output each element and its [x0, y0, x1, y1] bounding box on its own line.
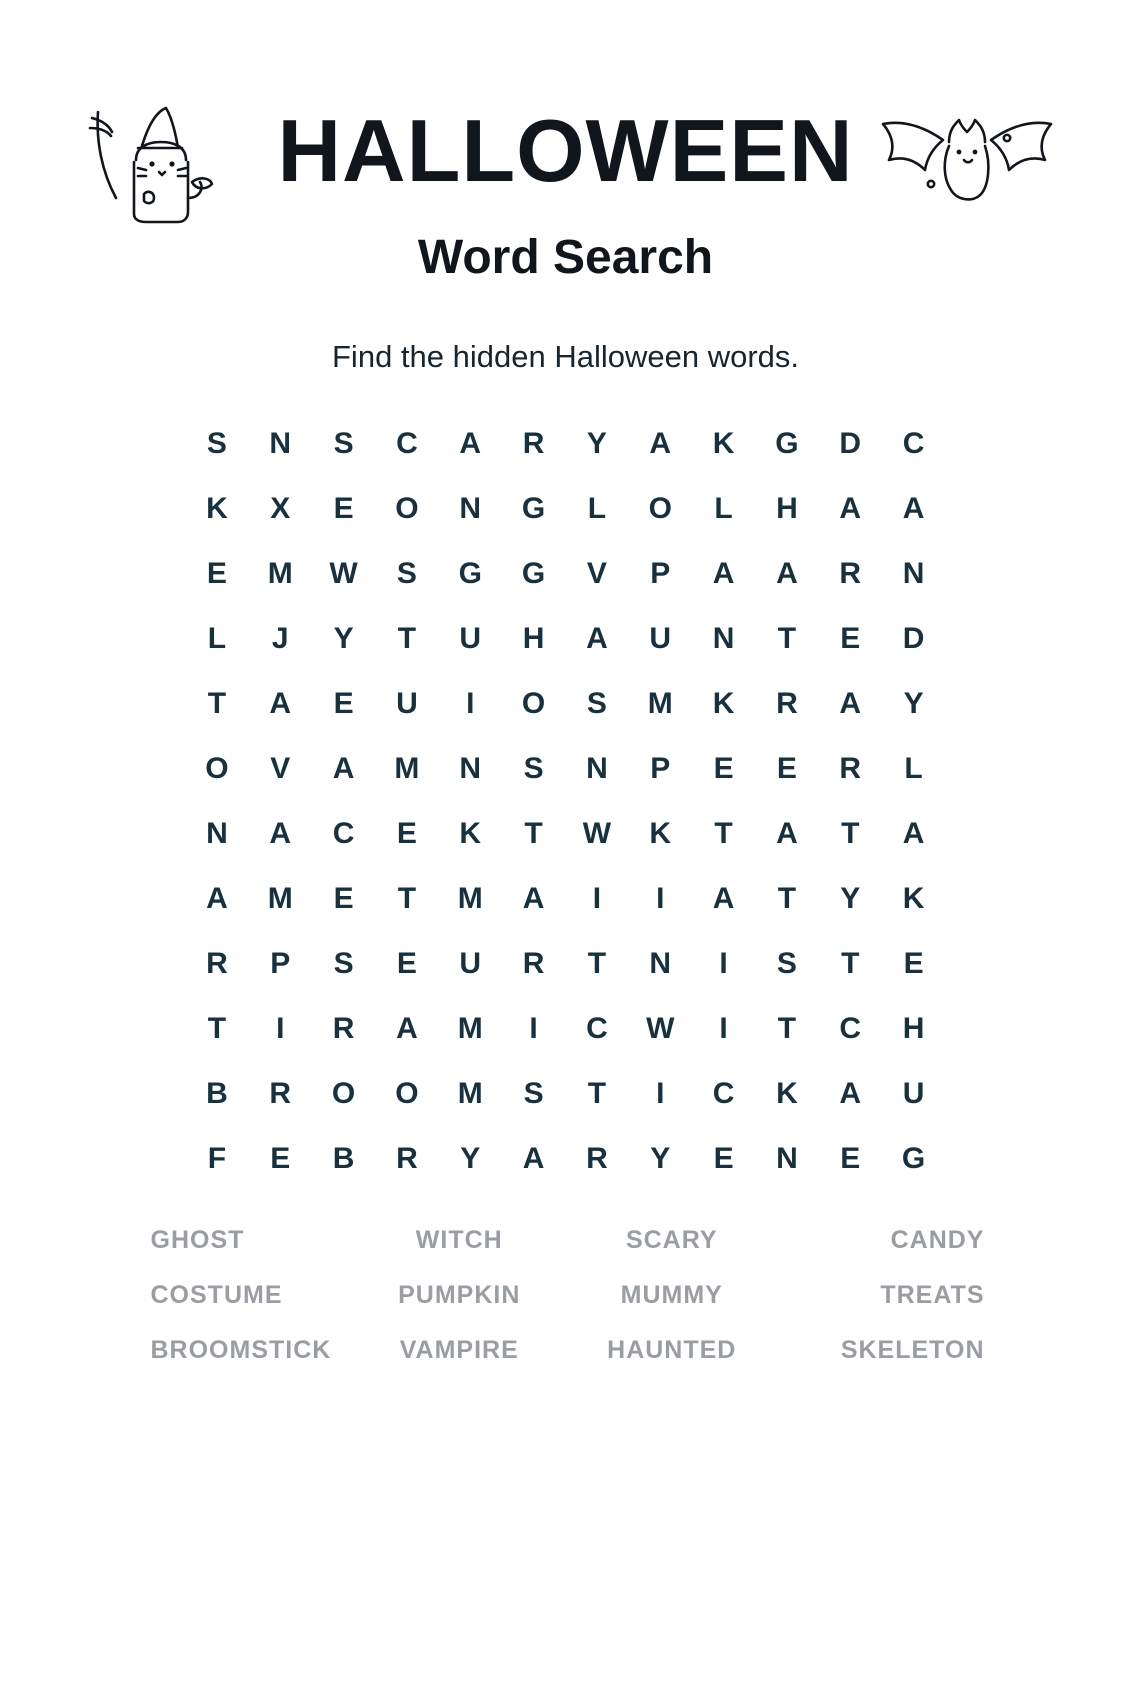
grid-cell: A: [776, 557, 799, 590]
grid-cell: O: [395, 1077, 420, 1110]
grid-cell: R: [839, 752, 862, 785]
grid-cell: E: [840, 622, 861, 655]
grid-cell: A: [459, 427, 482, 460]
grid-cell: T: [841, 817, 860, 850]
word-list-item: WITCH: [415, 1226, 503, 1254]
grid-cell: I: [719, 947, 729, 980]
grid-cell: C: [586, 1012, 609, 1045]
grid-cell: Y: [903, 687, 925, 720]
grid-cell: O: [395, 492, 420, 525]
word-list-item: SKELETON: [840, 1336, 985, 1364]
grid-cell: U: [459, 947, 482, 980]
word-list-item: TREATS: [880, 1281, 985, 1309]
page-subtitle: Word Search: [417, 231, 714, 284]
grid-cell: S: [396, 557, 418, 590]
grid-cell: E: [206, 557, 228, 590]
grid-cell: C: [332, 817, 355, 850]
grid-cell: K: [902, 882, 925, 915]
grid-cell: W: [329, 557, 359, 590]
grid-cell: S: [206, 427, 228, 460]
grid-cell: K: [712, 427, 735, 460]
word-list: [141, 1226, 991, 1365]
grid-cell: N: [902, 557, 925, 590]
worksheet-page: [0, 96, 1131, 1696]
grid-cell: R: [839, 557, 862, 590]
grid-cell: D: [839, 427, 862, 460]
grid-cell: E: [713, 752, 735, 785]
grid-cell: K: [712, 687, 735, 720]
grid-cell: Y: [460, 1142, 481, 1175]
grid-cell: O: [331, 1077, 356, 1110]
grid-cell: C: [712, 1077, 735, 1110]
grid-cell: A: [206, 882, 229, 915]
grid-cell: A: [839, 687, 862, 720]
grid-cell: N: [459, 492, 482, 525]
grid-cell: T: [207, 1012, 227, 1045]
grid-cell: X: [270, 492, 291, 525]
instruction-text: Find the hidden Halloween words.: [332, 339, 799, 374]
grid-cell: M: [457, 882, 484, 915]
grid-cell: E: [396, 817, 418, 850]
grid-cell: C: [902, 427, 925, 460]
grid-cell: G: [775, 427, 800, 460]
grid-cell: K: [649, 817, 672, 850]
grid-cell: I: [656, 882, 665, 915]
grid-cell: L: [207, 622, 227, 655]
grid-cell: E: [333, 687, 355, 720]
grid-cell: M: [457, 1012, 484, 1045]
grid-cell: L: [714, 492, 734, 525]
grid-cell: I: [276, 1012, 285, 1045]
grid-cell: M: [394, 752, 420, 785]
word-list-item: BROOMSTICK: [150, 1336, 332, 1364]
grid-cell: E: [776, 752, 798, 785]
word-list-item: PUMPKIN: [398, 1281, 521, 1309]
grid-cell: S: [776, 947, 798, 980]
grid-cell: M: [267, 882, 294, 915]
grid-cell: B: [206, 1077, 229, 1110]
grid-cell: A: [269, 817, 292, 850]
page-title: HALLOWEEN: [277, 101, 854, 200]
grid-cell: F: [207, 1142, 227, 1175]
grid-cell: R: [586, 1142, 609, 1175]
grid-cell: T: [587, 947, 607, 980]
grid-cell: N: [586, 752, 609, 785]
grid-cell: T: [777, 1012, 797, 1045]
grid-cell: A: [839, 1077, 862, 1110]
grid-cell: Y: [586, 427, 608, 460]
grid-cell: E: [396, 947, 418, 980]
grid-cell: N: [649, 947, 672, 980]
grid-cell: A: [522, 1142, 545, 1175]
grid-cell: I: [529, 1012, 539, 1045]
word-list-item: CANDY: [890, 1226, 985, 1254]
grid-cell: N: [269, 427, 292, 460]
grid-cell: T: [841, 947, 860, 980]
grid-cell: B: [332, 1142, 355, 1175]
grid-cell: I: [719, 1012, 729, 1045]
grid-cell: P: [650, 557, 671, 590]
grid-cell: N: [776, 1142, 799, 1175]
grid-cell: S: [586, 687, 608, 720]
grid-cell: H: [522, 622, 545, 655]
grid-cell: T: [207, 687, 227, 720]
word-search-grid: [186, 421, 946, 1182]
grid-cell: U: [396, 687, 419, 720]
grid-cell: R: [776, 687, 799, 720]
grid-cell: O: [648, 492, 673, 525]
grid-cell: R: [522, 947, 545, 980]
grid-cell: S: [333, 947, 355, 980]
grid-cell: C: [396, 427, 419, 460]
grid-cell: O: [521, 687, 546, 720]
grid-cell: L: [587, 492, 607, 525]
grid-cell: T: [524, 817, 544, 850]
grid-cell: T: [777, 622, 797, 655]
grid-cell: M: [457, 1077, 484, 1110]
grid-cell: L: [904, 752, 924, 785]
grid-cell: M: [647, 687, 674, 720]
grid-cell: G: [521, 492, 546, 525]
grid-cell: J: [271, 622, 290, 655]
grid-cell: A: [712, 882, 735, 915]
grid-cell: C: [839, 1012, 862, 1045]
grid-cell: K: [459, 817, 482, 850]
grid-cell: R: [396, 1142, 419, 1175]
grid-cell: A: [649, 427, 672, 460]
grid-cell: A: [839, 492, 862, 525]
grid-cell: M: [267, 557, 294, 590]
grid-cell: H: [776, 492, 799, 525]
grid-cell: K: [206, 492, 229, 525]
grid-cell: Y: [333, 622, 355, 655]
grid-cell: T: [397, 882, 417, 915]
grid-cell: N: [712, 622, 735, 655]
grid-cell: V: [270, 752, 291, 785]
grid-cell: N: [206, 817, 229, 850]
grid-cell: I: [466, 687, 475, 720]
grid-cell: A: [332, 752, 355, 785]
grid-cell: G: [458, 557, 483, 590]
word-list-item: COSTUME: [150, 1281, 283, 1309]
grid-cell: A: [269, 687, 292, 720]
grid-cell: E: [903, 947, 925, 980]
grid-cell: W: [646, 1012, 675, 1045]
grid-cell: I: [656, 1077, 665, 1110]
grid-cell: T: [714, 817, 734, 850]
grid-cell: Y: [650, 1142, 671, 1175]
grid-cell: R: [522, 427, 545, 460]
grid-cell: G: [901, 1142, 926, 1175]
grid-cell: U: [902, 1077, 925, 1110]
grid-cell: U: [649, 622, 672, 655]
bat-icon: [871, 112, 1061, 222]
word-list-item: HAUNTED: [607, 1336, 737, 1364]
word-list-item: MUMMY: [620, 1281, 723, 1309]
grid-cell: R: [269, 1077, 292, 1110]
grid-cell: Y: [840, 882, 861, 915]
grid-cell: A: [902, 817, 925, 850]
word-list-item: GHOST: [150, 1226, 245, 1254]
grid-cell: E: [270, 1142, 291, 1175]
grid-cell: A: [396, 1012, 419, 1045]
grid-cell: E: [333, 882, 355, 915]
page-header: [0, 96, 1131, 226]
grid-cell: T: [587, 1077, 607, 1110]
grid-cell: P: [270, 947, 291, 980]
grid-cell: T: [777, 882, 797, 915]
grid-cell: S: [523, 752, 545, 785]
grid-cell: U: [459, 622, 482, 655]
grid-cell: H: [902, 1012, 925, 1045]
grid-cell: G: [521, 557, 546, 590]
grid-cell: O: [205, 752, 230, 785]
grid-cell: W: [582, 817, 612, 850]
grid-cell: R: [206, 947, 229, 980]
grid-cell: A: [712, 557, 735, 590]
grid-cell: A: [522, 882, 545, 915]
grid-cell: K: [776, 1077, 799, 1110]
grid-cell: N: [459, 752, 482, 785]
grid-cell: I: [592, 882, 602, 915]
grid-cell: S: [333, 427, 355, 460]
grid-cell: R: [332, 1012, 355, 1045]
word-list-item: SCARY: [625, 1226, 718, 1254]
word-list-item: VAMPIRE: [399, 1336, 519, 1364]
grid-cell: A: [586, 622, 609, 655]
grid-cell: D: [902, 622, 925, 655]
grid-cell: E: [713, 1142, 735, 1175]
grid-cell: S: [523, 1077, 545, 1110]
grid-cell: E: [840, 1142, 861, 1175]
grid-cell: T: [397, 622, 417, 655]
cat-with-witch-hat-icon: [82, 102, 222, 232]
grid-cell: E: [333, 492, 355, 525]
grid-cell: A: [776, 817, 799, 850]
grid-cell: V: [586, 557, 608, 590]
grid-cell: A: [902, 492, 925, 525]
grid-cell: P: [650, 752, 671, 785]
